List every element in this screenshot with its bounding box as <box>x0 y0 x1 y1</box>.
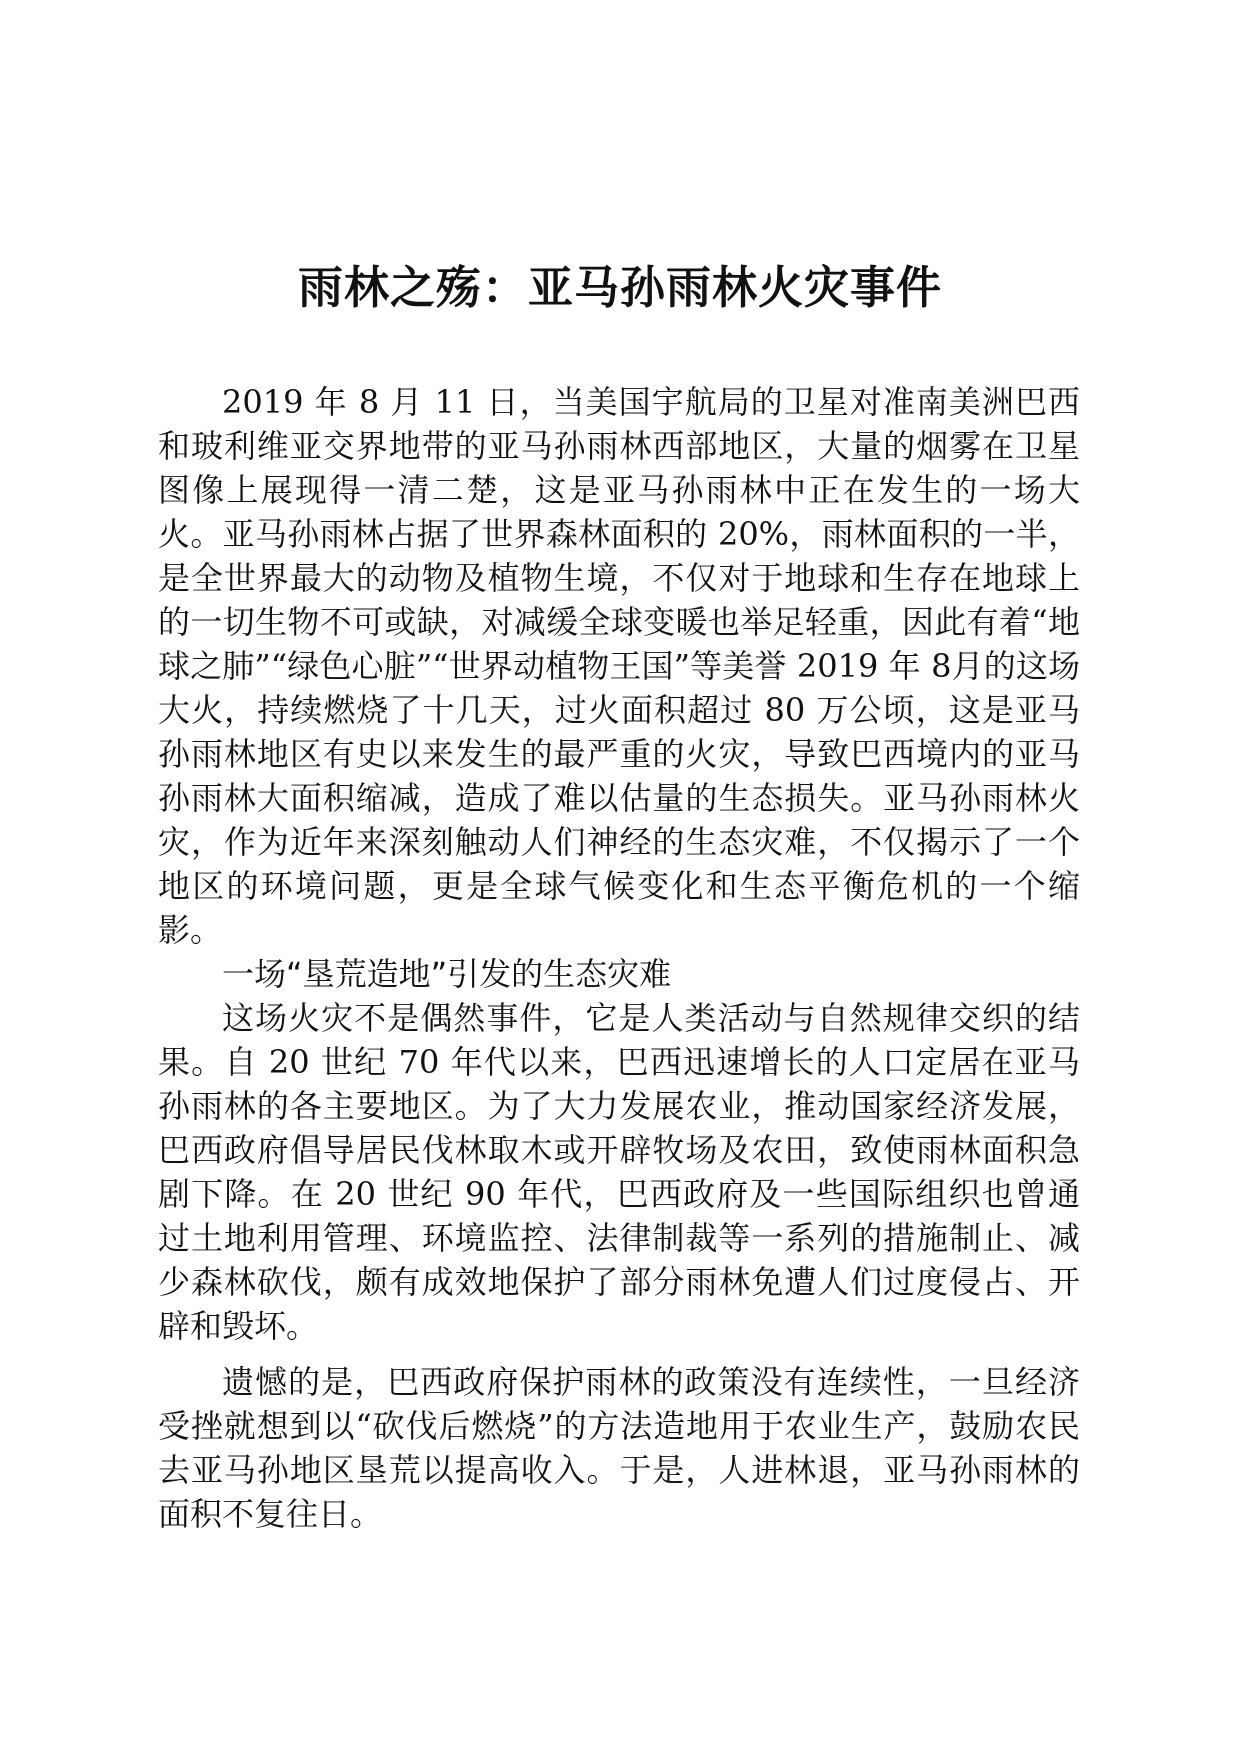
section-heading: 一场“垦荒造地”引发的生态灾难 <box>222 955 672 993</box>
document-body <box>158 380 1080 1536</box>
document-title: 雨林之殇：亚马孙雨林火灾事件 <box>297 261 942 314</box>
paragraph-intro: 2019 年 8 月 11 日，当美国宇航局的卫星对准南美洲巴西和玻利维亚交界地带的亚马孙雨林西部地区，大量的烟雾在卫星图像上展现得一清二楚，这是亚马孙雨林中正在发生的一场大火。亚马孙雨林占据了世界森林面积的 20%，雨林面积的一半，是全世界最大的动物及植物生境，不仅对于地球和生存在地球上的一切生物不可或缺，对减缓全球变暖也举足轻重，因此有着“地球之肺”“绿色心脏”“世界动植物王国”等美誉 2019 年 8月的这场大火，持续燃烧了十几天，过火面积超过 80 万公顷，这是亚马孙雨林地区有史以来发生的最严重的火灾，导致巴西境内的亚马孙雨林大面积缩减，造成了难以估量的生态损失。亚马孙雨林火灾，作为近年来深刻触动人们神经的生态灾难，不仅揭示了一个地区的环境问题，更是全球气候变化和生态平衡危机的一个缩影。 <box>158 383 1080 949</box>
paragraph-policy: 遗憾的是，巴西政府保护雨林的政策没有连续性，一旦经济受挫就想到以“砍伐后燃烧”的方法造地用于农业生产，鼓励农民去亚马孙地区垦荒以提高收入。于是，人进林退，亚马孙雨林的面积不复往日。 <box>158 1363 1080 1533</box>
paragraph-cause: 这场火灾不是偶然事件，它是人类活动与自然规律交织的结果。自 20 世纪 70 年代以来，巴西迅速增长的人口定居在亚马孙雨林的各主要地区。为了大力发展农业，推动国家经济发展，巴西政府倡导居民伐林取木或开辟牧场及农田，致使雨林面积急剧下降。在 20 世纪 90 年代，巴西政府及一些国际组织也曾通过土地利用管理、环境监控、法律制裁等一系列的措施制止、减少森林砍伐，颇有成效地保护了部分雨林免遭人们过度侵占、开辟和毁坏。 <box>158 999 1080 1345</box>
